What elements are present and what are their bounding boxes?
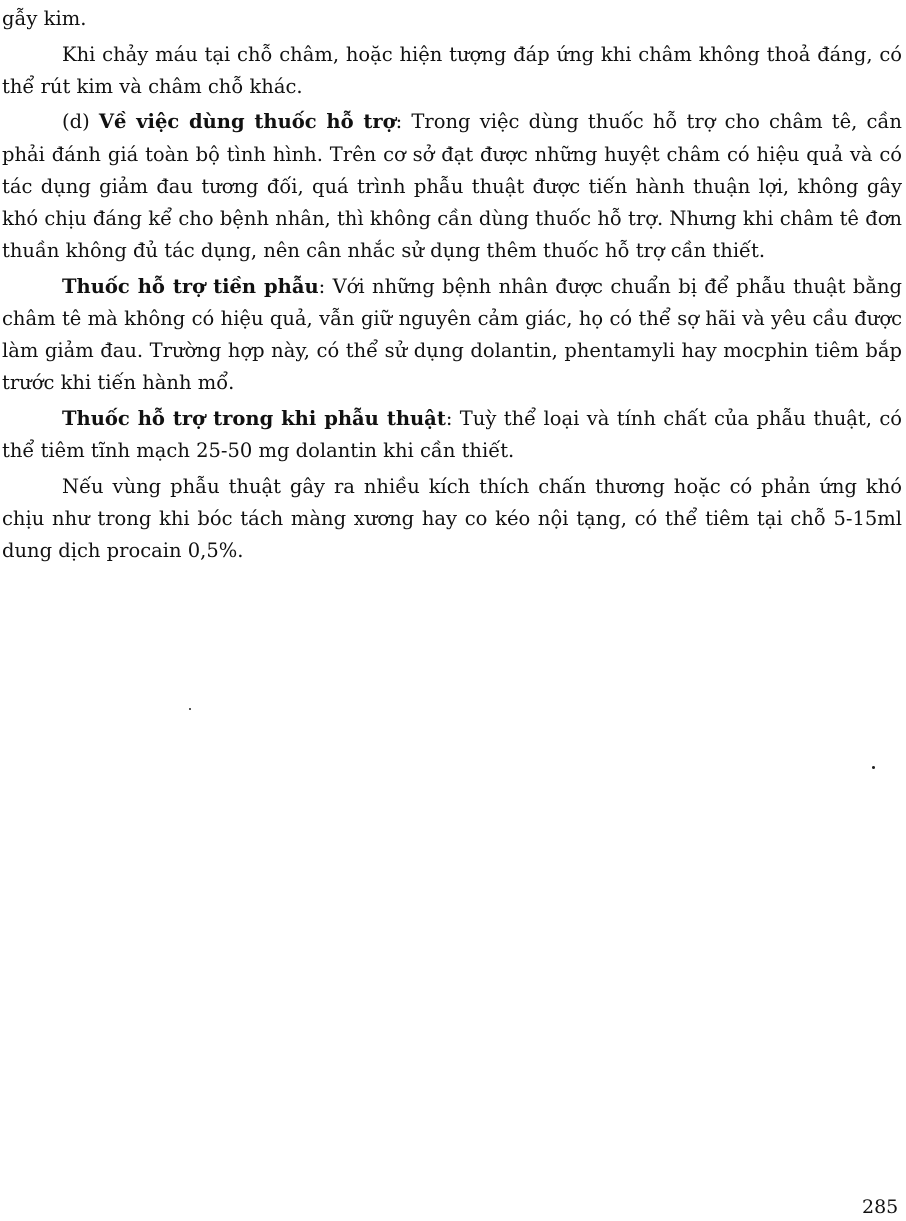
paragraph-text: : Với những bệnh nhân được chuẩn bị để phẫu thuật bằng châm tê mà không có hiệu quả, vẫn giữ nguyên cảm giác, họ có thể sợ hãi và yêu cầu được làm giảm đau. Trường hợp này, có thể sử dụng dolantin, phentamyli hay mocphin tiêm bắp trước khi tiến hành mổ. (2, 274, 902, 395)
paragraph-supporting-drugs (2, 106, 902, 267)
paragraph-bleeding (2, 39, 902, 103)
paragraph-text: gẫy kim. (2, 7, 87, 30)
paragraph-local-injection (2, 471, 902, 568)
paragraph-preoperative (2, 271, 902, 400)
paragraph-heading: Thuốc hỗ trợ tiền phẫu (62, 274, 319, 298)
paragraph-text: : Tuỳ thể loại và tính chất của phẫu thuật, có thể tiêm tĩnh mạch 25-50 mg dolantin khi cần thiết. (2, 407, 902, 463)
body-text (2, 3, 902, 567)
paragraph-text: Khi chảy máu tại chỗ châm, hoặc hiện tượng đáp ứng khi châm không thoả đáng, có thể rút kim và châm chỗ khác. (2, 42, 902, 98)
scan-speck (189, 708, 191, 710)
paragraph-heading: Về việc dùng thuốc hỗ trợ (98, 110, 396, 134)
scan-speck (872, 766, 875, 769)
paragraph-intraoperative (2, 403, 902, 467)
paragraph-text: : Trong việc dùng thuốc hỗ trợ cho châm tê, cần phải đánh giá toàn bộ tình hình. Trên cơ sở đạt được những huyệt châm có hiệu quả và có tác dụng giảm đau tương đối, quá trình phẫu thuật được tiến hành thuận lợi, không gây khó chịu đáng kể cho bệnh nhân, thì không cần dùng thuốc hỗ trợ. Nhưng khi châm tê đơn thuần không đủ tác dụng, nên cân nhắc sử dụng thêm thuốc hỗ trợ cần thiết. (2, 110, 902, 263)
paragraph-continuation (2, 3, 902, 35)
paragraph-heading: Thuốc hỗ trợ trong khi phẫu thuật (62, 407, 446, 430)
page-number: 285 (862, 1196, 899, 1218)
paragraph-prefix: (d) (62, 110, 99, 134)
paragraph-text: Nếu vùng phẫu thuật gây ra nhiều kích thích chấn thương hoặc có phản ứng khó chịu như trong khi bóc tách màng xương hay co kéo nội tạng, có thể tiêm tại chỗ 5-15ml dung dịch procain 0,5%. (2, 474, 902, 563)
